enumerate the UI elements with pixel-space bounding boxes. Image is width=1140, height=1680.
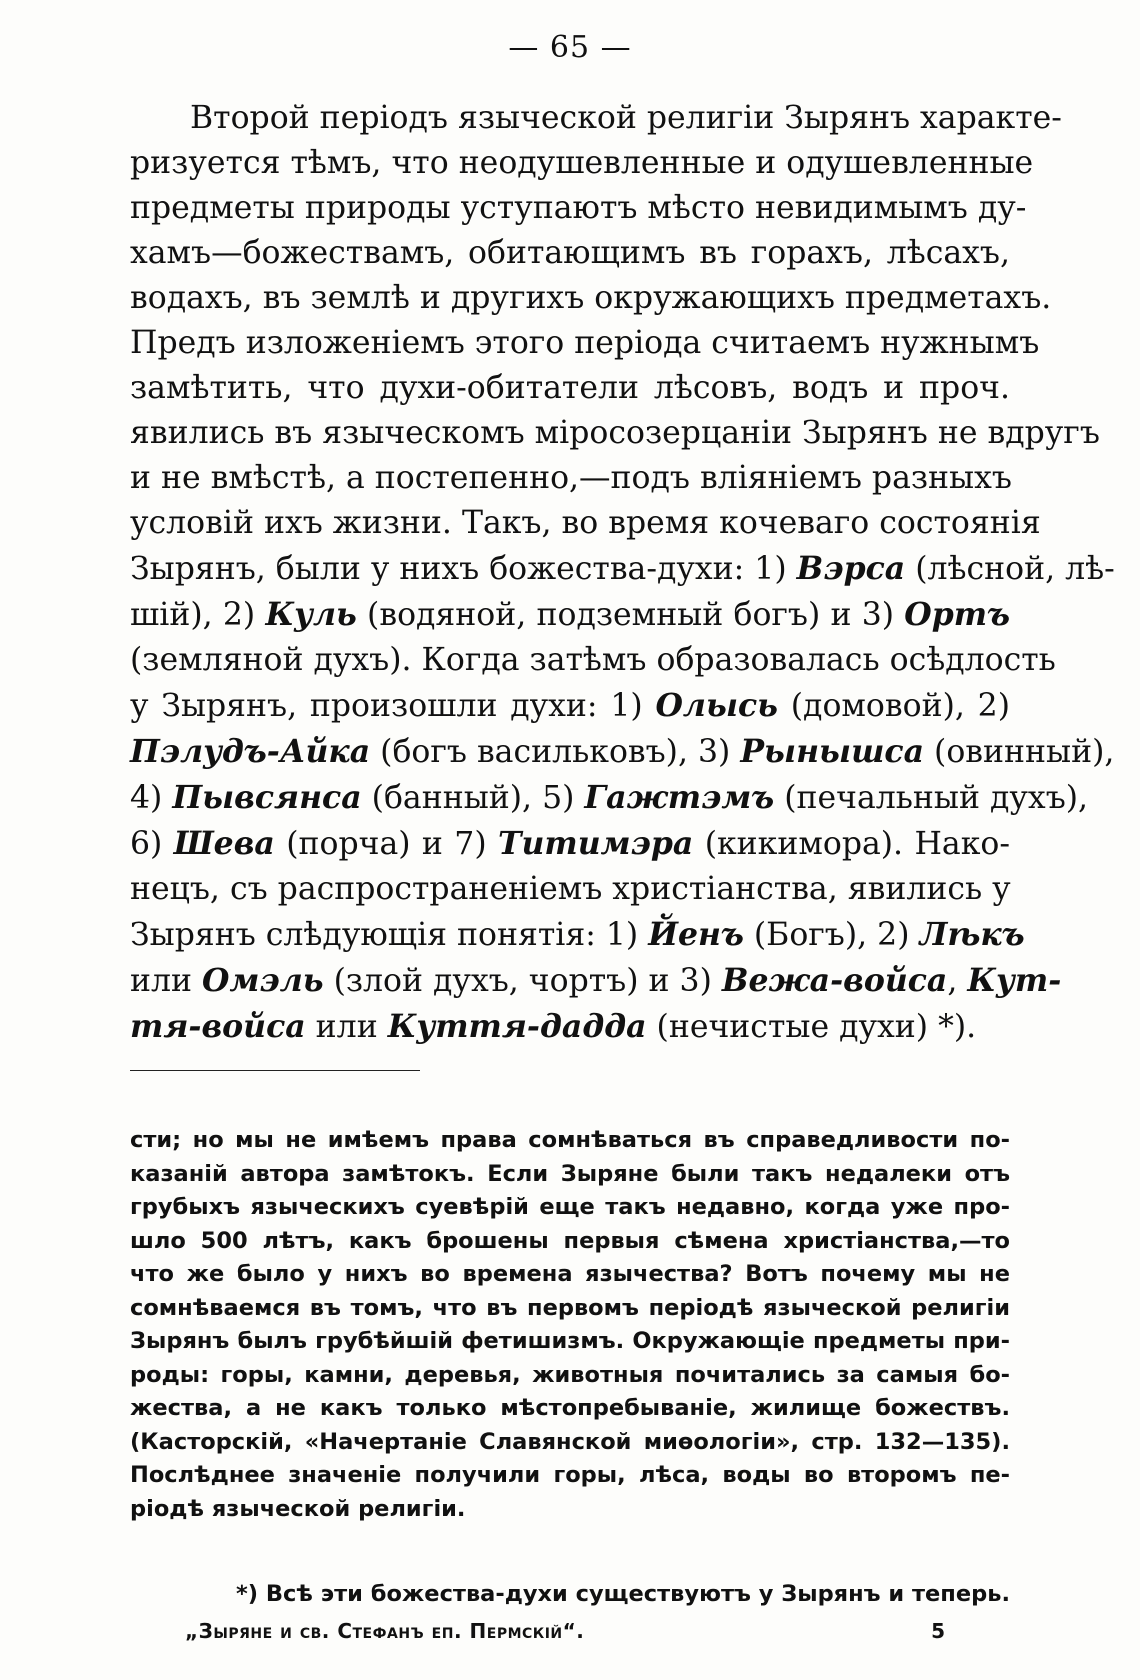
main-line: явились въ языческомъ міросозерцаніи Зырянъ не вдругъ: [130, 415, 1100, 451]
footnote-line: (Касторскій, «Начертаніе Славянской миѳологіи», стр. 132—135).: [130, 1428, 1010, 1455]
footnote-line: Послѣднее значеніе получили горы, лѣса, воды во второмъ пе-: [130, 1462, 1010, 1488]
deity-name: Вежа-войса: [721, 962, 948, 999]
main-line: предметы природы уступаютъ мѣсто невидимымъ ду-: [130, 190, 1027, 226]
deity-name: Куття-дадда: [387, 1008, 647, 1045]
footnote-line: роды: горы, камни, деревья, животныя почитались за самыя бо-: [130, 1361, 1010, 1388]
footnote-continuation: [130, 1124, 1010, 1526]
main-line: хамъ—божествамъ, обитающимъ въ горахъ, лѣсахъ,: [130, 235, 1010, 271]
signature-sheet-number: 5: [931, 1619, 945, 1643]
main-line: условій ихъ жизни. Такъ, во время кочеваго состоянія: [130, 505, 1041, 541]
main-line: или Омэль (злой духъ, чортъ) и 3) Вежа-войса, Кут-: [130, 962, 1062, 999]
footnote-line: шло 500 лѣтъ, какъ брошены первыя сѣмена христіанства,—то: [130, 1227, 1010, 1254]
footnote-divider: [130, 1070, 420, 1071]
deity-name: Пэлудъ-Айка: [130, 733, 371, 770]
signature-line: [185, 1616, 945, 1646]
deity-name: Кут-: [967, 962, 1062, 999]
main-line: шій), 2) Куль (водяной, подземный богъ) и 3) Ортъ: [130, 596, 1010, 633]
footnote-line: грубыхъ языческихъ суевѣрій еще такъ недавно, когда уже про-: [130, 1194, 1010, 1220]
deity-name: Ортъ: [904, 596, 1010, 633]
main-line: 6) Шева (порча) и 7) Титимэра (кикимора). Нако-: [130, 825, 1011, 862]
main-line: Второй періодъ языческой религіи Зырянъ характе-: [190, 100, 1062, 136]
deity-name: Лѣкъ: [919, 916, 1025, 953]
footnote-line: Зырянъ былъ грубѣйшій фетишизмъ. Окружающіе предметы при-: [130, 1328, 1010, 1354]
deity-name: Шева: [173, 825, 275, 862]
deity-name: Олысь: [655, 687, 778, 724]
main-line: у Зырянъ, произошли духи: 1) Олысь (домовой), 2): [130, 687, 1010, 724]
footnote-line: жества, а не какъ только мѣстопребываніе, жилище божествъ.: [130, 1395, 1010, 1421]
main-line: Зырянъ, были у нихъ божества-духи: 1) Вэрса (лѣсной, лѣ-: [130, 550, 1115, 587]
signature-title: „Зыряне и св. Стефанъ еп. Пермскій“.: [185, 1619, 585, 1643]
deity-name: Омэль: [202, 962, 324, 999]
main-line: замѣтить, что духи-обитатели лѣсовъ, водъ и проч.: [130, 370, 1010, 406]
footnote-line: сти; но мы не имѣемъ права сомнѣваться въ справедливости по-: [130, 1127, 1010, 1153]
main-line: Зырянъ слѣдующія понятія: 1) Йенъ (Богъ), 2) Лѣкъ: [130, 916, 1025, 953]
main-line: 4) Пывсянса (банный), 5) Гажтэмъ (печальный духъ),: [130, 779, 1089, 816]
deity-name: тя-войса: [130, 1008, 306, 1045]
deity-name: Пывсянса: [172, 779, 362, 816]
deity-name: Гажтэмъ: [584, 779, 775, 816]
footnote-line: казаній автора замѣтокъ. Если Зыряне были такъ недалеки отъ: [130, 1160, 1010, 1187]
page-number: — 65 —: [508, 30, 632, 65]
footnote-asterisk: *) Всѣ эти божества-духи существуютъ у Зырянъ и теперь.: [236, 1581, 1010, 1607]
footnote-line: ріодѣ языческой религіи.: [130, 1495, 466, 1522]
main-line: и не вмѣстѣ, а постепенно,—подъ вліяніемъ разныхъ: [130, 460, 1012, 496]
footnote-line: сомнѣваемся въ томъ, что въ первомъ періодѣ языческой религіи: [130, 1294, 1010, 1321]
deity-name: Титимэра: [498, 825, 694, 862]
main-line: (земляной духъ). Когда затѣмъ образовалась осѣдлость: [130, 642, 1056, 678]
deity-name: Вэрса: [796, 550, 906, 587]
deity-name: Куль: [265, 596, 357, 633]
footnote-line: что же было у нихъ во времена язычества? Вотъ почему мы не: [130, 1261, 1010, 1287]
main-line: нецъ, съ распространеніемъ христіанства, явились у: [130, 871, 1011, 907]
main-line: тя-войса или Куття-дадда (нечистые духи) *).: [130, 1008, 977, 1045]
deity-name: Рынышса: [740, 733, 925, 770]
main-line: Пэлудъ-Айка (богъ васильковъ), 3) Рынышса (овинный),: [130, 733, 1115, 770]
main-line: водахъ, въ землѣ и другихъ окружающихъ предметахъ.: [130, 280, 1052, 316]
main-line: ризуется тѣмъ, что неодушевленные и одушевленные: [130, 145, 1034, 181]
main-line: Предъ изложеніемъ этого періода считаемъ нужнымъ: [130, 325, 1040, 361]
main-paragraph: [130, 96, 1115, 1050]
deity-name: Йенъ: [648, 916, 744, 953]
